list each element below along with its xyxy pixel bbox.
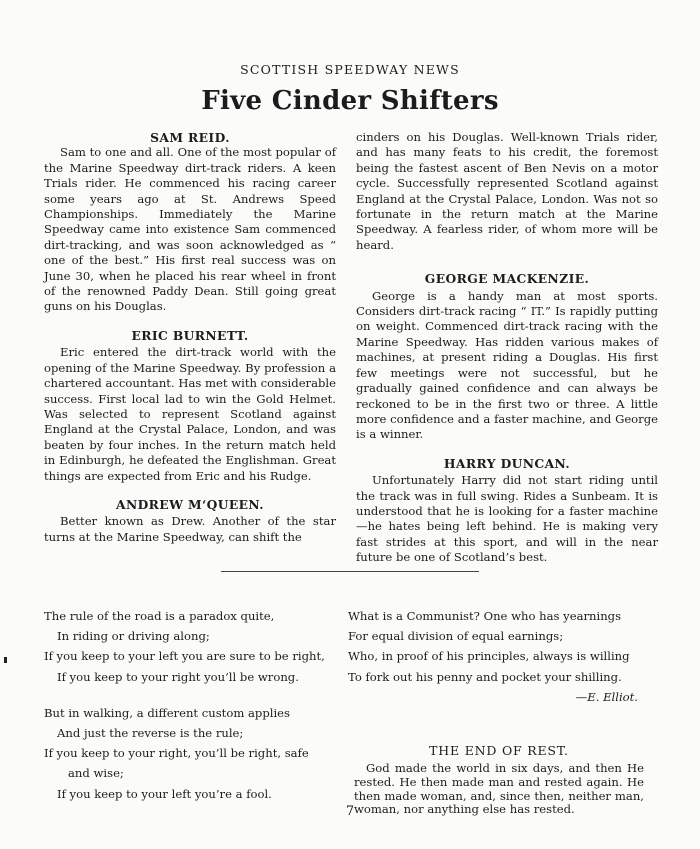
- section-text-eric-burnett: Eric entered the dirt-track world with the opening of the Marine Speedway. By profession a chartered accountant. Has met with considerable success. First local lad to win the Gold Helmet. Was selected to represent Scotland against England at the Crystal Palace, London, and was beaten by four inches. In the return match held in Edinburgh, he defeated the Englishman. Great things are expected from Eric and his Rudge.: [44, 345, 336, 483]
- poem-line: To fork out his penny and pocket your shilling.: [348, 669, 622, 684]
- section-heading-harry-duncan: HARRY DUNCAN.: [443, 455, 571, 471]
- poem-line: Who, in proof of his principles, always is willing: [348, 649, 630, 664]
- poem-attribution: —E. Elliot.: [575, 689, 638, 704]
- left-column: [44, 130, 336, 545]
- scan-speck: [4, 657, 7, 663]
- poem-line: The rule of the road is a paradox quite,: [44, 609, 275, 623]
- section-heading-sam-reid: SAM REID.: [150, 130, 230, 145]
- poem-line: For equal division of equal earnings;: [348, 629, 564, 644]
- poem-line: and wise;: [68, 766, 124, 781]
- section-heading-end-of-rest: THE END OF REST.: [429, 743, 569, 758]
- section-text-harry-duncan: Unfortunately Harry did not start riding until the track was in full swing. Rides a Sunbeam. It is understood that he is looking for a faster machine—he hates being left behind. He is making very fast strides at this sport, and will in the near future be one of Scotland’s best.: [356, 473, 658, 565]
- page-number: 7: [345, 804, 355, 819]
- poem-line: If you keep to your left you’re a fool.: [57, 786, 272, 801]
- poem-line: If you keep to your left you are sure to be right,: [44, 649, 325, 664]
- poem-line: But in walking, a different custom applies: [44, 705, 290, 720]
- running-head: SCOTTISH SPEEDWAY NEWS: [240, 62, 460, 77]
- section-text-george-mackenzie: George is a handy man at most sports. Considers dirt-track racing “ IT.” Is rapidly putting on weight. Commenced dirt-track racing with the Marine Speedway. Has ridden various makes of machines, at present riding a Douglas. His first few meetings were not successful, but he gradually gained confidence and can always be reckoned to be in the first two or three. A little more confidence and a faster machine, and George is a winner.: [356, 288, 658, 442]
- poem-line: If you keep to your right, you’ll be right, safe: [44, 746, 309, 761]
- section-heading-andrew-mqueen: ANDREW M‘QUEEN.: [116, 496, 264, 512]
- poem-line: And just the reverse is the rule;: [57, 726, 244, 741]
- section-heading-eric-burnett: ERIC BURNETT.: [131, 327, 249, 343]
- poem-rule-of-the-road: [44, 606, 344, 804]
- section-text-andrew-mqueen-continued: cinders on his Douglas. Well-known Trials rider, and has many feats to his credit, the foremost being the fastest ascent of Ben Nevis on a motor cycle. Successfully represented Scotland against England at the Crystal Palace, London. Was not so fortunate in the return match at the Marine Speedway. A fearless rider, of whom more will be heard.: [356, 130, 658, 252]
- section-divider: [221, 571, 479, 572]
- section-text-sam-reid: Sam to one and all. One of the most popular of the Marine Speedway dirt-track riders. A keen Trials rider. He commenced his racing career some years ago at St. Andrews Speed Championships. Immediately the Marine Speedway came into existence Sam commenced dirt-tracking, and was soon acknowledged as “ one of the best.” His first real success was on June 30, when he placed his rear wheel in front of the renowned Paddy Dean. Still going great guns on his Douglas.: [44, 145, 336, 314]
- article-title: Five Cinder Shifters: [201, 86, 499, 116]
- poem-communist: [348, 606, 644, 707]
- right-column: [356, 130, 658, 566]
- poem-line: What is a Communist? One who has yearnings: [348, 609, 622, 623]
- section-text-andrew-mqueen: Better known as Drew. Another of the star turns at the Marine Speedway, can shift the: [44, 514, 336, 544]
- poem-line: In riding or driving along;: [57, 629, 210, 644]
- section-heading-george-mackenzie: GEORGE MACKENZIE.: [424, 271, 590, 287]
- stanza-break: [44, 687, 344, 703]
- poem-line: If you keep to your right you’ll be wrong.: [57, 669, 299, 684]
- end-of-rest-paragraph: God made the world in six days, and then He rested. He then made man and rested again. He then made woman, and, since then, neither man, woman, nor anything else has rested.: [354, 761, 644, 817]
